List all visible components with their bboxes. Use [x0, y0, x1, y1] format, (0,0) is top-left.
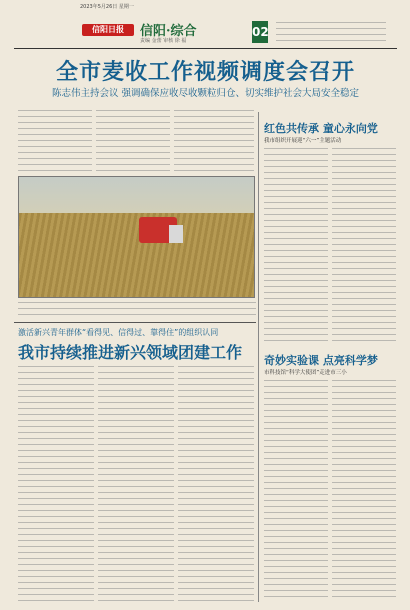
side-headline-1: 红色共传承 童心永向党 [264, 122, 378, 135]
contact-block [276, 22, 386, 42]
side-body-col-2 [332, 148, 396, 344]
masthead-logo: 信阳日报 [82, 24, 134, 36]
main-body-col-2 [96, 110, 170, 172]
photo-caption [18, 302, 256, 316]
side-subheadline-1: 我市组织开展迎“六一”主题活动 [264, 138, 342, 144]
lower-headline: 我市持续推进新兴领域团建工作 [18, 343, 243, 362]
lower-body-col-1 [18, 366, 94, 602]
side-body-col-1 [264, 148, 328, 344]
main-subheadline: 陈志伟主持会议 强调确保应收尽收颗粒归仓、切实维护社会大局安全稳定 [51, 88, 360, 99]
section-rule [14, 322, 256, 323]
lower-kicker: 激活新兴青年群体“看得见、信得过、靠得住”的组织认同 [18, 328, 219, 337]
lower-body-col-2 [98, 366, 174, 602]
section-editor-line: 责编 金蕾 审核 徐 福 [140, 38, 187, 44]
main-body-col-1 [18, 110, 92, 172]
harvest-photo [18, 176, 255, 298]
lower-body-col-3 [178, 366, 254, 602]
date-line: 2023年5月26日 星期一 [80, 4, 134, 10]
side-subheadline-2: 市科技馆“科学大使团”走进市三小 [264, 370, 347, 376]
side2-body-col-2 [332, 380, 396, 602]
main-body-col-3 [174, 110, 254, 172]
header-rule [14, 48, 397, 49]
side2-body-col-1 [264, 380, 328, 602]
section-name: 信阳·综合 [140, 24, 197, 39]
side-headline-2: 奇妙实验课 点亮科学梦 [264, 354, 378, 367]
column-divider [258, 112, 259, 602]
page-number: 02 [252, 21, 268, 43]
main-headline: 全市麦收工作视频调度会召开 [55, 59, 355, 85]
